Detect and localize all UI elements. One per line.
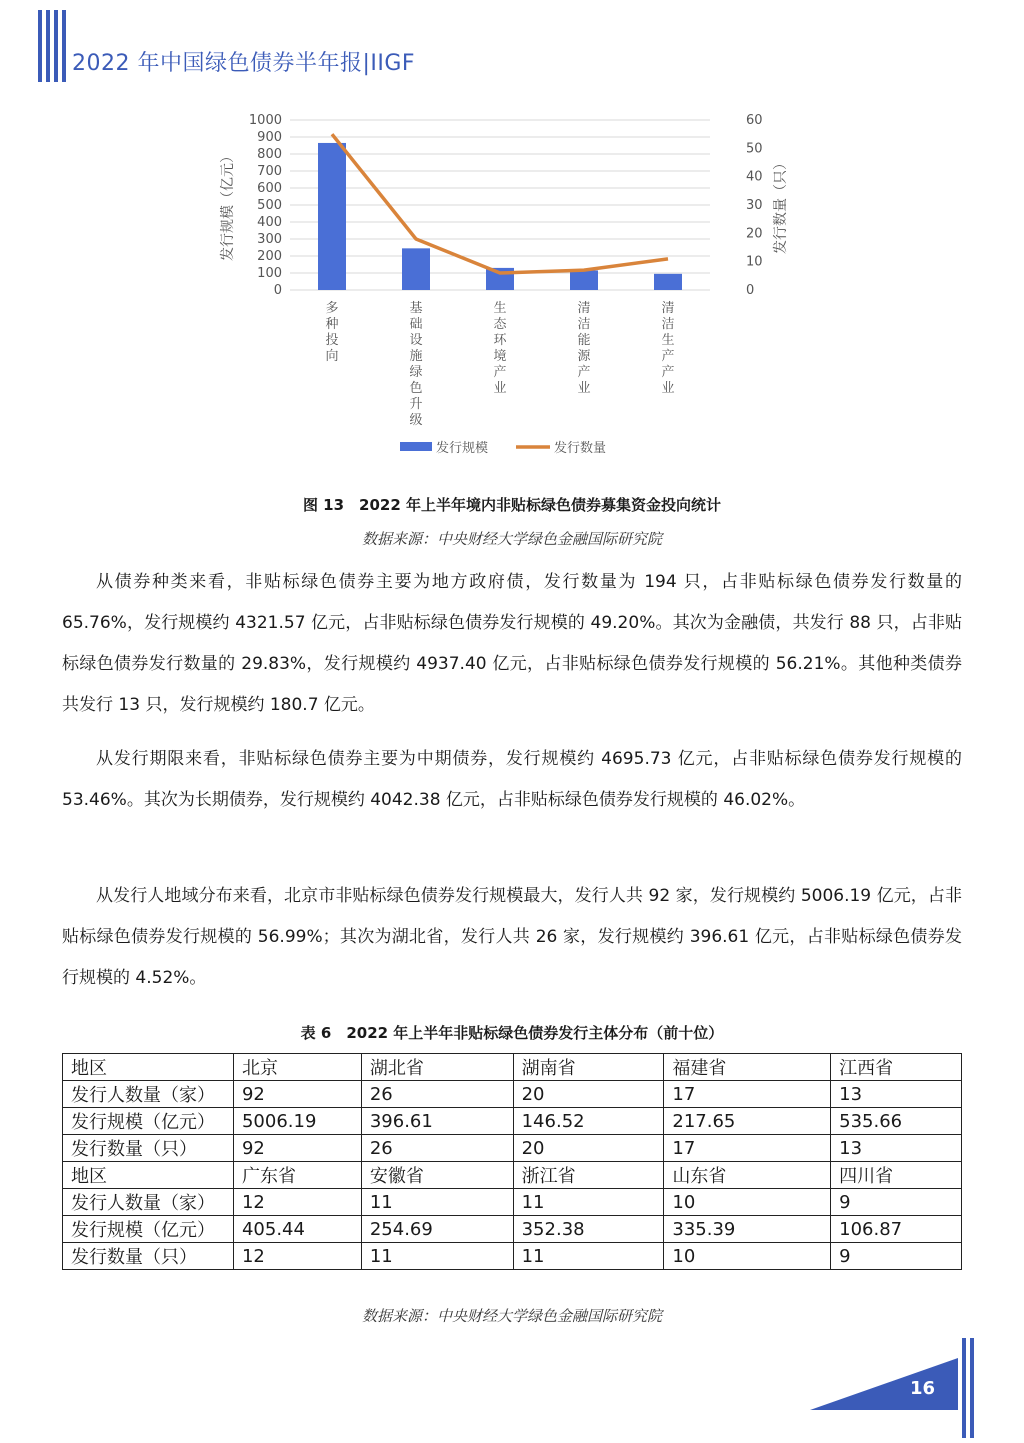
table-cell: 发行规模（亿元） bbox=[63, 1108, 234, 1135]
table-cell: 发行数量（只） bbox=[63, 1243, 234, 1270]
y2-tick-label: 50 bbox=[746, 141, 763, 157]
table-cell: 17 bbox=[664, 1081, 831, 1108]
table-cell: 四川省 bbox=[831, 1162, 962, 1189]
footer-bar bbox=[962, 1338, 966, 1438]
table-cell: 106.87 bbox=[831, 1216, 962, 1243]
table-cell: 湖南省 bbox=[513, 1054, 664, 1081]
table-cell: 地区 bbox=[63, 1054, 234, 1081]
paragraph-text: 从发行期限来看，非贴标绿色债券主要为中期债券，发行规模约 4695.73 亿元，占非贴标绿色债券发行规模的 53.46%。其次为长期债券，发行规模约 4042.38 亿元，占非贴标绿色债券发行规模的 46.02%。 bbox=[62, 749, 962, 810]
table-cell: 10 bbox=[664, 1189, 831, 1216]
header-bar bbox=[54, 10, 58, 82]
series-line bbox=[332, 134, 668, 273]
bar bbox=[570, 270, 598, 290]
paragraph bbox=[62, 876, 962, 999]
table-caption: 表 6 2022 年上半年非贴标绿色债券发行主体分布（前十位） bbox=[300, 1024, 724, 1042]
table-row bbox=[63, 1108, 962, 1135]
y-tick-label: 800 bbox=[257, 147, 282, 162]
table-cell: 11 bbox=[361, 1189, 513, 1216]
table-cell: 26 bbox=[361, 1135, 513, 1162]
fund-use-chart bbox=[200, 105, 800, 470]
table-cell: 发行人数量（家） bbox=[63, 1189, 234, 1216]
bar bbox=[654, 274, 682, 290]
y-tick-label: 1000 bbox=[248, 113, 282, 128]
y-tick-label: 300 bbox=[257, 232, 282, 247]
footer-triangle bbox=[810, 1358, 960, 1413]
y2-tick-label: 10 bbox=[746, 254, 763, 270]
figure-source: 数据来源：中央财经大学绿色金融国际研究院 bbox=[361, 530, 662, 548]
table-row bbox=[63, 1216, 962, 1243]
table-row bbox=[63, 1081, 962, 1108]
table-cell: 安徽省 bbox=[361, 1162, 513, 1189]
category-label: 生态环境产业 bbox=[493, 301, 507, 396]
table-cell: 92 bbox=[233, 1081, 361, 1108]
y-tick-label: 100 bbox=[257, 266, 282, 281]
category-label: 清洁能源产业 bbox=[577, 301, 591, 396]
table-cell: 217.65 bbox=[664, 1108, 831, 1135]
category-label: 多种投向 bbox=[325, 301, 339, 364]
table-row bbox=[63, 1054, 962, 1081]
y-tick-label: 200 bbox=[257, 249, 282, 264]
y2-axis-title: 发行数量（只） bbox=[773, 156, 789, 254]
table-row bbox=[63, 1243, 962, 1270]
table-cell: 335.39 bbox=[664, 1216, 831, 1243]
table-cell: 发行规模（亿元） bbox=[63, 1216, 234, 1243]
table-cell: 福建省 bbox=[664, 1054, 831, 1081]
table-cell: 352.38 bbox=[513, 1216, 664, 1243]
y-tick-label: 600 bbox=[257, 181, 282, 196]
legend-label: 发行数量 bbox=[554, 441, 607, 456]
page-number: 16 bbox=[910, 1378, 936, 1399]
footer-bar bbox=[970, 1338, 974, 1438]
y-tick-label: 500 bbox=[257, 198, 282, 213]
table-cell: 北京 bbox=[233, 1054, 361, 1081]
table-cell: 13 bbox=[831, 1081, 962, 1108]
table-cell: 发行人数量（家） bbox=[63, 1081, 234, 1108]
paragraph-text: 从债券种类来看，非贴标绿色债券主要为地方政府债，发行数量为 194 只，占非贴标绿色债券发行数量的 65.76%，发行规模约 4321.57 亿元，占非贴标绿色债券发行规模的 49.20%。其次为金融债，共发行 88 只，占非贴标绿色债券发行数量的 29.83%，发行规模约 4937.40 亿元，占非贴标绿色债券发行规模的 56.21%。其他种类债券共发行 13 只，发行规模约 180.7 亿元。 bbox=[62, 572, 962, 715]
table-row bbox=[63, 1135, 962, 1162]
table-cell: 146.52 bbox=[513, 1108, 664, 1135]
table-cell: 11 bbox=[513, 1243, 664, 1270]
y2-tick-label: 30 bbox=[746, 198, 763, 213]
table-cell: 广东省 bbox=[233, 1162, 361, 1189]
table-cell: 405.44 bbox=[233, 1216, 361, 1243]
header-title: 2022 年中国绿色债券半年报|IIGF bbox=[72, 51, 416, 76]
y2-tick-label: 60 bbox=[746, 113, 763, 128]
y2-tick-label: 20 bbox=[746, 226, 763, 242]
table-cell: 254.69 bbox=[361, 1216, 513, 1243]
table-cell: 11 bbox=[513, 1189, 664, 1216]
table-cell: 5006.19 bbox=[233, 1108, 361, 1135]
bar bbox=[402, 248, 430, 290]
table-cell: 11 bbox=[361, 1243, 513, 1270]
table-cell: 20 bbox=[513, 1135, 664, 1162]
paragraph bbox=[62, 739, 962, 821]
table-cell: 发行数量（只） bbox=[63, 1135, 234, 1162]
table-cell: 12 bbox=[233, 1243, 361, 1270]
y-tick-label: 400 bbox=[257, 215, 282, 230]
table-row bbox=[63, 1189, 962, 1216]
table-cell: 浙江省 bbox=[513, 1162, 664, 1189]
table-cell: 92 bbox=[233, 1135, 361, 1162]
header-bar bbox=[46, 10, 50, 82]
table-cell: 9 bbox=[831, 1243, 962, 1270]
table-cell: 地区 bbox=[63, 1162, 234, 1189]
table-source: 数据来源：中央财经大学绿色金融国际研究院 bbox=[361, 1307, 662, 1325]
y-axis-title: 发行规模（亿元） bbox=[220, 149, 236, 261]
table-cell: 10 bbox=[664, 1243, 831, 1270]
y2-tick-label: 0 bbox=[746, 283, 755, 298]
issuer-distribution-table bbox=[62, 1053, 962, 1270]
category-label: 清洁生产产业 bbox=[661, 301, 675, 396]
table-cell: 17 bbox=[664, 1135, 831, 1162]
header-bar bbox=[62, 10, 66, 82]
figure-caption: 图 13 2022 年上半年境内非贴标绿色债券募集资金投向统计 bbox=[302, 496, 722, 514]
table-cell: 山东省 bbox=[664, 1162, 831, 1189]
legend-label: 发行规模 bbox=[436, 441, 489, 456]
y-tick-label: 900 bbox=[257, 130, 282, 145]
table-cell: 396.61 bbox=[361, 1108, 513, 1135]
table-cell: 12 bbox=[233, 1189, 361, 1216]
legend-bar-swatch bbox=[400, 442, 432, 451]
header-bar bbox=[38, 10, 42, 82]
table-row bbox=[63, 1162, 962, 1189]
y-tick-label: 0 bbox=[273, 283, 282, 298]
bar bbox=[318, 143, 346, 290]
category-label: 基础设施绿色升级 bbox=[409, 301, 423, 428]
table-cell: 20 bbox=[513, 1081, 664, 1108]
paragraph bbox=[62, 562, 962, 726]
table-cell: 9 bbox=[831, 1189, 962, 1216]
table-cell: 13 bbox=[831, 1135, 962, 1162]
table-cell: 湖北省 bbox=[361, 1054, 513, 1081]
y-tick-label: 700 bbox=[257, 164, 282, 179]
table-cell: 26 bbox=[361, 1081, 513, 1108]
table-cell: 江西省 bbox=[831, 1054, 962, 1081]
table-cell: 535.66 bbox=[831, 1108, 962, 1135]
paragraph-text: 从发行人地域分布来看，北京市非贴标绿色债券发行规模最大，发行人共 92 家，发行规模约 5006.19 亿元，占非贴标绿色债券发行规模的 56.99%；其次为湖北省，发行人共 26 家，发行规模约 396.61 亿元，占非贴标绿色债券发行规模的 4.52%。 bbox=[62, 886, 962, 988]
y2-tick-label: 40 bbox=[746, 169, 763, 185]
